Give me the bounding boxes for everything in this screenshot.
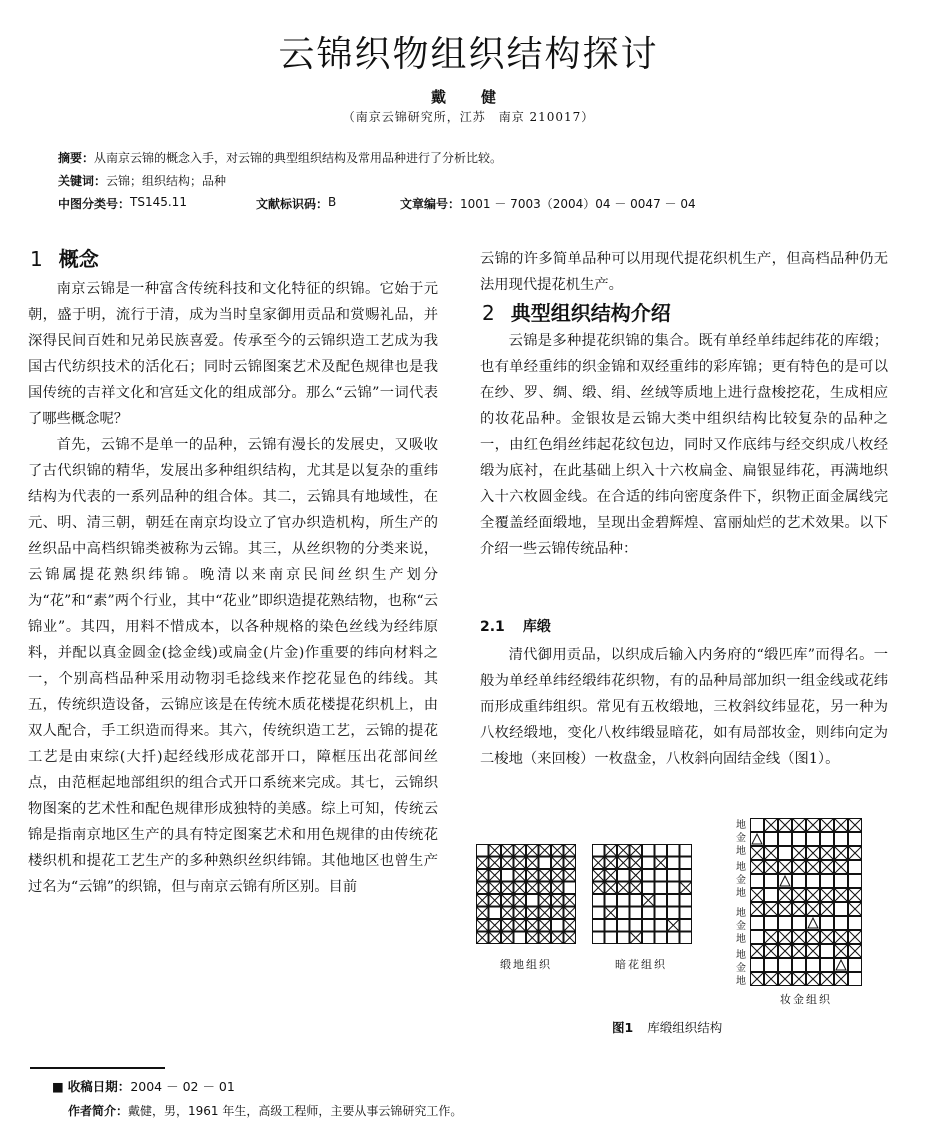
- bio-label: 作者简介：: [68, 1104, 129, 1118]
- row-label: 地: [736, 862, 746, 873]
- weave-cell: [539, 857, 551, 869]
- row-label: 地: [736, 820, 746, 831]
- row-label: 金: [736, 833, 746, 844]
- section-number: 1: [30, 247, 43, 271]
- weave-cell: [605, 920, 617, 932]
- figure-caption-text: 库缎组织结构: [647, 1020, 723, 1035]
- weave-cell: [618, 870, 630, 882]
- subsection-2-1-body: [480, 642, 888, 772]
- bullet-square-icon: ■: [52, 1079, 68, 1094]
- weave-cell: [643, 907, 655, 919]
- weave-cell: [751, 959, 764, 972]
- weave-cell: [668, 845, 680, 857]
- weave-cell: [821, 945, 834, 958]
- article-title: 云锦织物组织结构探讨: [278, 34, 659, 75]
- weave-cell: [668, 857, 680, 869]
- weave-cell: [680, 870, 692, 882]
- weave-cell: [821, 917, 834, 930]
- weave-cell: [751, 917, 764, 930]
- weave-cell: [605, 932, 617, 944]
- weave-cell: [849, 875, 862, 888]
- weave-cell: [630, 907, 642, 919]
- weave-cell: [668, 882, 680, 894]
- author-affiliation: （南京云锦研究所，江苏 南京 210017）: [342, 110, 595, 124]
- weave-cell: [593, 920, 605, 932]
- weave-cell: [630, 895, 642, 907]
- weave-cell: [793, 875, 806, 888]
- footnote-received: [52, 1077, 235, 1095]
- weave-cell: [835, 917, 848, 930]
- weave-cell: [765, 875, 778, 888]
- weave-cell: [849, 861, 862, 874]
- weave-cell: [668, 870, 680, 882]
- weave-cell: [655, 845, 667, 857]
- figure-label-satin-ground: 缎地组织: [500, 958, 552, 971]
- weave-cell: [680, 932, 692, 944]
- weave-cell: [655, 895, 667, 907]
- subsection-2-1-heading: [480, 616, 551, 636]
- weave-cell: [514, 932, 526, 944]
- weave-cell: [680, 857, 692, 869]
- weave-cell: [793, 833, 806, 846]
- weave-cell: [821, 833, 834, 846]
- weave-cell: [593, 907, 605, 919]
- author-name: 戴 健: [430, 88, 506, 106]
- weave-cell: [779, 833, 792, 846]
- weave-cell: [765, 959, 778, 972]
- doc-code-value: B: [328, 195, 337, 209]
- row-label: 地: [736, 846, 746, 857]
- cls-value: TS145.11: [130, 195, 187, 209]
- figure-label-damask: 暗花组织: [615, 958, 667, 971]
- abstract-label: 摘要：: [58, 151, 95, 165]
- paragraph: 南京云锦是一种富含传统科技和文化特征的织锦。它始于元朝，盛于明，流行于清，成为当时皇家御用贡品和赏赐礼品，并深得民间百姓和兄弟民族喜爱。传承至今的云锦织造工艺成为我国古代纺织技术的活化石；同时云锦图案艺术及配色规律也是我国传统的吉祥文化和宫廷文化的组成部分。那么“云锦”一词代表了哪些概念呢？: [28, 281, 438, 427]
- weave-cell: [751, 875, 764, 888]
- received-date: 2004 － 02 － 01: [130, 1079, 235, 1094]
- section-2-heading: [482, 297, 671, 326]
- article-no-label: 文章编号：: [400, 197, 461, 211]
- weave-cell: [751, 931, 764, 944]
- weave-cell: [502, 870, 514, 882]
- weave-cell: [618, 907, 630, 919]
- abstract: [58, 149, 502, 166]
- weave-cell: [849, 959, 862, 972]
- weave-cell: [668, 932, 680, 944]
- weave-cell: [779, 847, 792, 860]
- weave-cell: [793, 917, 806, 930]
- weave-cell: [835, 833, 848, 846]
- weave-cell: [643, 920, 655, 932]
- weave-row-labels: [736, 820, 750, 990]
- weave-cell: [643, 932, 655, 944]
- weave-cell: [849, 917, 862, 930]
- paragraph: 首先，云锦不是单一的品种，云锦有漫长的发展史，又吸收了古代织锦的精华，发展出多种组织结构，尤其是以复杂的重纬结构为代表的一系列品种的组合体。其二，云锦具有地域性，在元、明、清三朝，朝廷在南京均设立了官办织造机构，所生产的丝织品中高档织锦类被称为云锦。其三，从丝织物的分类来说，云锦属提花熟织纬锦。晚清以来南京民间丝织生产划分为“花”和“素”两个行业，其中“花业”即织造提花熟结物，也称“云锦业”。其四，用料不惜成本，以各种规格的染色丝线为经纬原料，并配以真金圆金(捻金线)或扁金(片金)作重要的纬向材料之一，个别高档品种采用动物羽毛捻线来作挖花显色的纬线。其五，传统织造设备，云锦应该是在传统木质花楼提花织机上，由双人配合，手工织造而得来。其六，传统织造工艺，云锦的提花工艺是由束综(大扦)起经线形成花部开口，障框压出花部间丝点，由范框起地部组织的组合式开口系统来完成。其七，云锦织物图案的艺术性和配色规律形成独特的美感。综上可知，传统云锦是指南京地区生产的具有特定图案艺术和用色规律的由传统花楼织机和提花工艺生产的多种熟织丝织纬锦。其他地区也曾生产过名为“云锦”的织锦，但与南京云锦有所区别。目前: [28, 437, 438, 895]
- subsection-number: 2.1: [480, 619, 505, 635]
- damask-weave-grid: [592, 844, 692, 944]
- doc-code-entry: [256, 195, 337, 212]
- section-title: 典型组织结构介绍: [510, 301, 671, 325]
- weave-grid-cells: [593, 845, 692, 944]
- weave-cell: [680, 845, 692, 857]
- weave-cell: [630, 920, 642, 932]
- weave-grid-cells: [477, 845, 576, 944]
- row-label: 金: [736, 963, 746, 974]
- paragraph: 清代御用贡品，以织成后输入内务府的“缎匹库”而得名。一般为单经单纬经缎纬花织物，有的品种局部加织一组金线或花纬而形成重纬组织。常见有五枚缎地，三枚斜纹纬显花，另一种为八枚经缎地，变化八枚纬缎显暗花，如有局部妆金，则纬向定为二梭地（来回梭）一枚盘金，八枚斜向固结金线（图1）。: [480, 647, 888, 767]
- weave-cell: [593, 932, 605, 944]
- weave-cell: [564, 882, 576, 894]
- weave-cell: [593, 845, 605, 857]
- cls-label: 中图分类号：: [58, 197, 131, 211]
- weave-grid-cells: [751, 819, 862, 986]
- left-column-body: [28, 276, 438, 900]
- row-label: 地: [736, 950, 746, 961]
- weave-cell: [618, 895, 630, 907]
- abstract-text: 从南京云锦的概念入手，对云锦的典型组织结构及常用品种进行了分析比较。: [94, 151, 503, 165]
- row-label: 金: [736, 875, 746, 886]
- weave-cell: [489, 907, 501, 919]
- weave-cell: [765, 889, 778, 902]
- weave-cell: [849, 833, 862, 846]
- paragraph: 云锦是多种提花织锦的集合。既有单经单纬起纬花的库缎；也有单经重纬的织金锦和双经重纬的彩库锦；更有特色的是可以在纱、罗、绸、缎、绢、丝绒等质地上进行盘梭挖花，生成相应的妆花品种。金银妆是云锦大类中组织结构比较复杂的品种之一，由红色绢丝纬起花纹包边，同时又作底纬与经交织成八枚经缎为底衬，在此基础上织入十六枚扁金、扁银显纬花，再满地织入十六枚圆金线。在合适的纬向密度条件下，织物正面金属线完全覆盖经面缎地，呈现出金碧辉煌、富丽灿烂的艺术效果。以下介绍一些云锦传统品种：: [480, 333, 888, 557]
- section-number: 2: [482, 301, 495, 325]
- right-column-continuation: [480, 246, 888, 298]
- figure-number: 图1: [612, 1020, 634, 1035]
- figure-caption: [612, 1018, 722, 1036]
- cls-entry: [58, 195, 187, 212]
- row-label: 地: [736, 976, 746, 987]
- weave-cell: [807, 959, 820, 972]
- weave-cell: [779, 917, 792, 930]
- weave-cell: [807, 833, 820, 846]
- weave-cell: [835, 903, 848, 916]
- section-title: 概念: [58, 247, 99, 271]
- weave-cell: [835, 875, 848, 888]
- weave-cell: [655, 907, 667, 919]
- weave-cell: [477, 845, 489, 857]
- satin-ground-weave-grid: [476, 844, 576, 944]
- weave-cell: [655, 932, 667, 944]
- weave-cell: [821, 875, 834, 888]
- weave-cell: [680, 907, 692, 919]
- weave-cell: [680, 895, 692, 907]
- weave-cell: [849, 973, 862, 986]
- weave-cell: [793, 959, 806, 972]
- keywords-label: 关键词：: [58, 174, 107, 188]
- weave-cell: [618, 920, 630, 932]
- weave-cell: [655, 882, 667, 894]
- bio-text: 戴健，男，1961 年生，高级工程师，主要从事云锦研究工作。: [128, 1104, 463, 1118]
- weave-cell: [668, 907, 680, 919]
- weave-cell: [643, 857, 655, 869]
- weave-cell: [751, 819, 764, 832]
- article-no-value: 1001 － 7003（2004）04 － 0047 － 04: [460, 197, 696, 211]
- weave-cell: [593, 895, 605, 907]
- weave-cell: [618, 932, 630, 944]
- figure-label-gold-brocade: 妆金组织: [780, 993, 832, 1006]
- footnote-divider: [30, 1067, 165, 1069]
- weave-cell: [765, 833, 778, 846]
- subsection-title: 库缎: [522, 619, 551, 635]
- section-1-heading: [30, 243, 99, 272]
- keywords: [58, 172, 226, 189]
- row-label: 地: [736, 908, 746, 919]
- weave-cell: [765, 917, 778, 930]
- row-label: 地: [736, 934, 746, 945]
- weave-cell: [668, 895, 680, 907]
- weave-cell: [527, 895, 539, 907]
- keywords-text: 云锦；组织结构；品种: [106, 174, 227, 188]
- received-label: 收稿日期：: [67, 1079, 131, 1094]
- row-label: 地: [736, 888, 746, 899]
- row-label: 金: [736, 921, 746, 932]
- footnote-author-bio: [68, 1102, 462, 1119]
- weave-cell: [680, 920, 692, 932]
- weave-cell: [821, 959, 834, 972]
- article-no-entry: [400, 195, 696, 212]
- weave-cell: [655, 870, 667, 882]
- weave-cell: [779, 959, 792, 972]
- weave-cell: [643, 882, 655, 894]
- weave-cell: [605, 895, 617, 907]
- weave-cell: [552, 920, 564, 932]
- weave-cell: [643, 845, 655, 857]
- doc-code-label: 文献标识码：: [256, 197, 329, 211]
- weave-cell: [655, 920, 667, 932]
- weave-cell: [807, 875, 820, 888]
- weave-cell: [643, 870, 655, 882]
- gold-brocade-weave-grid: [750, 818, 862, 986]
- paragraph: 云锦的许多简单品种可以用现代提花织机生产，但高档品种仍无法用现代提花机生产。: [480, 251, 888, 293]
- section-2-body: [480, 328, 888, 562]
